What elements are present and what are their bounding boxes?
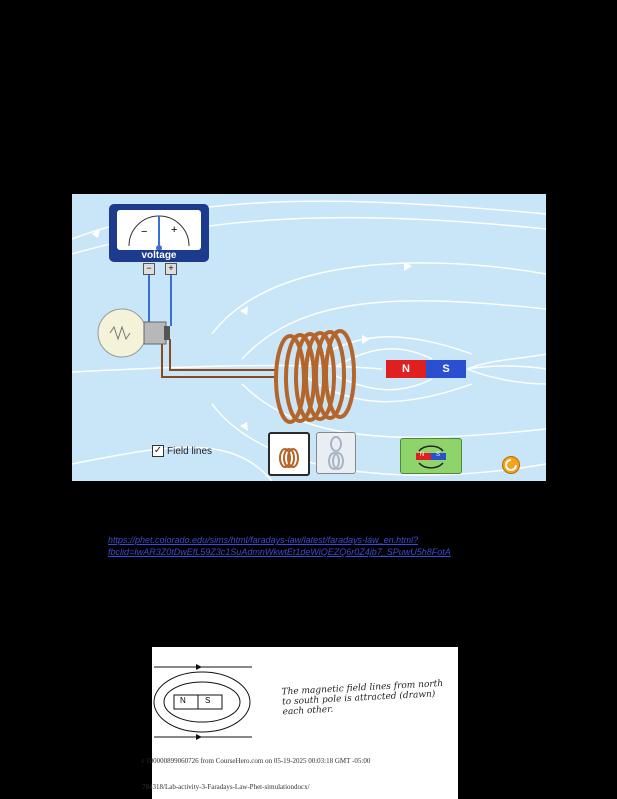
phet-link-line2[interactable]: fbclid=IwAR3Z0tDwEfL59Z3c1SuAdmnWkwtEt1deWiQEZQ6r0Z4jb7_SPuwU5h8FotA [108,547,451,557]
phet-link[interactable] [108,534,488,558]
field-lines-toggle[interactable] [152,445,212,457]
faradays-law-simulation [72,194,546,481]
field-lines-label: Field lines [167,445,213,457]
handwritten-note: The magnetic field lines from north to south pole is attracted (drawn) each other. [281,679,444,718]
phet-link-line1[interactable]: https://phet.colorado.edu/sims/html/faradays-law/latest/faradays-law_en.html? [108,535,419,545]
voltmeter [109,204,209,262]
footer-line2: 784318/Lab-activity-3-Faradays-Law-Phet-simulationdocx/ [142,783,310,791]
sketch-north-label: N [180,696,186,705]
footer-line1: r 100000899060726 from CourseHero.com on 05-19-2025 00:03:18 GMT -05:00 [142,757,371,765]
magnet-south-pole: S [426,360,466,378]
terminal-minus[interactable]: − [143,263,155,275]
flip-south-label: S [436,452,441,458]
field-lines-checkbox[interactable]: ✓ [153,445,163,456]
handwritten-sketch [142,647,458,799]
two-coils-button[interactable] [316,432,356,474]
flip-north-label: N [420,452,425,458]
double-coil-icon [317,433,355,473]
meter-plus-sign: + [171,224,178,236]
bar-magnet[interactable] [386,360,466,378]
reset-icon [503,457,519,473]
flip-arrows-icon [401,439,461,473]
flip-magnet-button[interactable] [400,438,462,474]
meter-minus-sign: − [141,226,148,238]
sketch-south-label: S [205,696,211,705]
voltmeter-face [117,210,201,250]
single-coil-icon [270,434,308,474]
light-bulb [98,309,170,357]
one-coil-button[interactable] [268,432,310,476]
reset-button[interactable] [502,456,520,474]
terminal-plus[interactable]: + [165,263,177,275]
meter-label: voltage [141,250,177,261]
magnet-north-pole: N [386,360,426,378]
